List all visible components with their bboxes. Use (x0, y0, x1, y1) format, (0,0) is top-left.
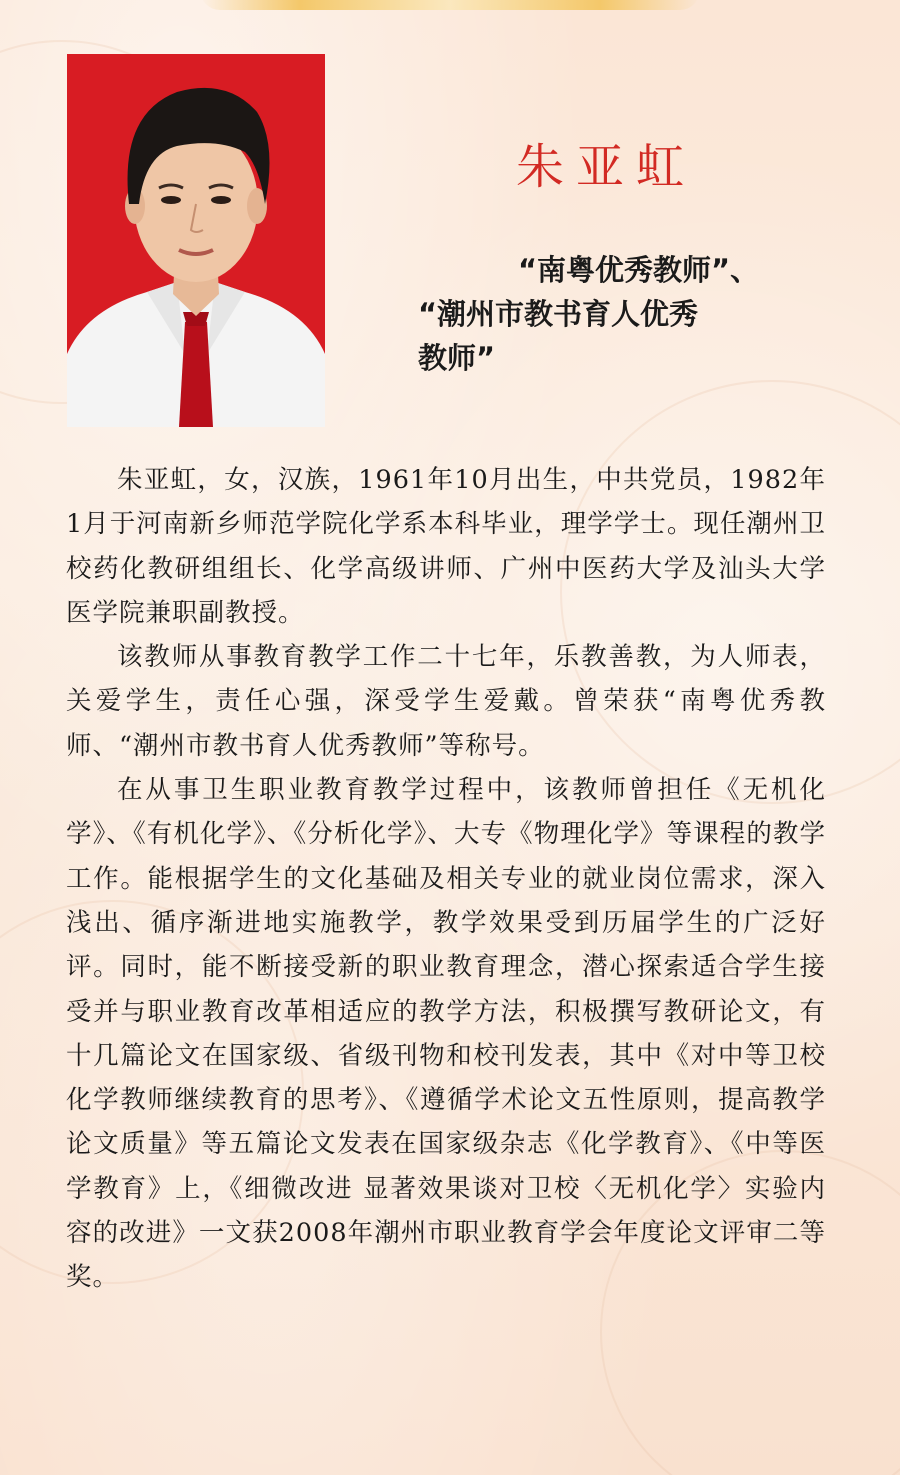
honors-block (418, 248, 818, 380)
biography (66, 458, 826, 1300)
portrait-photo (67, 54, 325, 427)
bio-paragraph-2: 该教师从事教育教学工作二十七年，乐教善教，为人师表，关爱学生，责任心强，深受学生爱戴。曾荣获“南粤优秀教师、“潮州市教书育人优秀教师”等称号。 (66, 642, 826, 761)
portrait-icon (67, 54, 325, 427)
honor-line-3: 教师” (418, 341, 496, 375)
honor-line-1: “南粤优秀教师”、 (518, 253, 760, 287)
honor-line-2: “潮州市教书育人优秀 (418, 297, 699, 331)
bio-paragraph-3: 在从事卫生职业教育教学过程中，该教师曾担任《无机化学》、《有机化学》、《分析化学》、大专《物理化学》等课程的教学工作。能根据学生的文化基础及相关专业的就业岗位需求，深入浅出、循序渐进地实施教学，教学效果受到历届学生的广泛好评。同时，能不断接受新的职业教育理念，潜心探索适合学生接受并与职业教育改革相适应的教学方法，积极撰写教研论文，有十几篇论文在国家级、省级刊物和校刊发表，其中《对中等卫校化学教师继续教育的思考》、《遵循学术论文五性原则，提高教学论文质量》等五篇论文发表在国家级杂志《化学教育》、《中等医学教育》上，《细微改进 显著效果谈对卫校〈无机化学〉实验内容的改进》一文获2008年潮州市职业教育学会年度论文评审二等奖。 (66, 775, 826, 1293)
bio-paragraph-1: 朱亚虹，女，汉族，1961年10月出生，中共党员，1982年1月于河南新乡师范学院化学系本科毕业，理学学士。现任潮州卫校药化教研组组长、化学高级讲师、广州中医药大学及汕头大学医学院兼职副教授。 (66, 465, 826, 628)
top-gold-ornament (200, 0, 700, 10)
person-name: 朱亚虹 (516, 139, 697, 195)
